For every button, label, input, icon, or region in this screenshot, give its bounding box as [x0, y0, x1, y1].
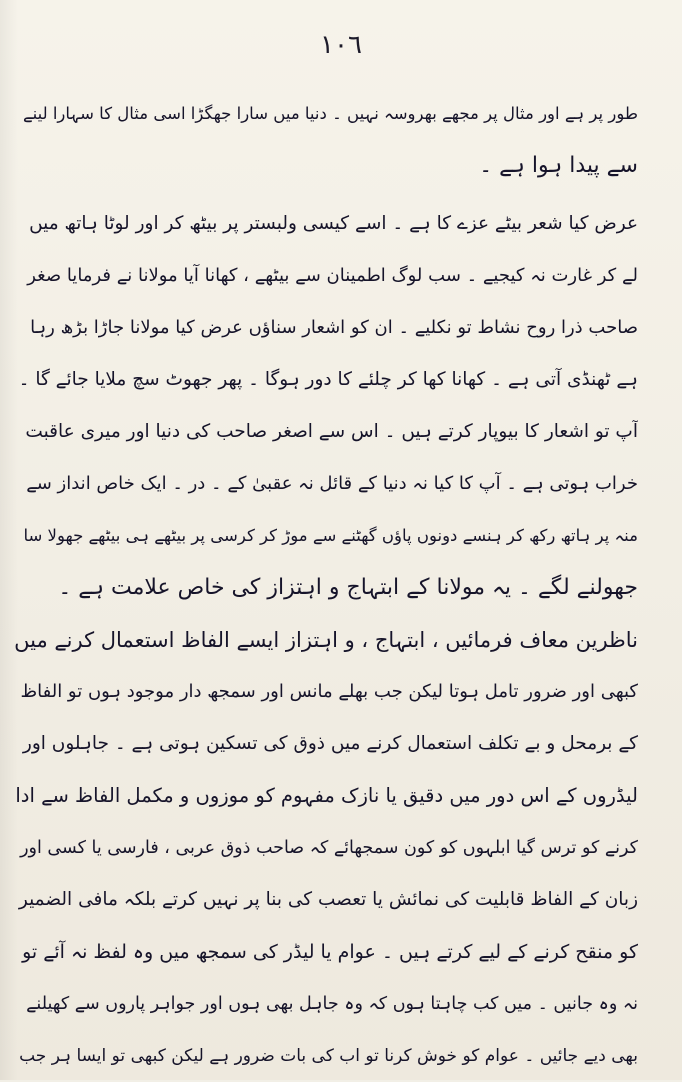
text-line: نہ وہ جانیں ۔ میں کب چاہتا ہوں کہ وہ جاہل بھی ہوں اور جواہر پاروں سے کھیلنے — [26, 994, 638, 1014]
text-line: ناظرین معاف فرمائیں ، ابتہاج ، و اہتزاز ایسے الفاظ استعمال کرنے میں — [14, 628, 638, 652]
text-line: جھولنے لگے ۔ یہ مولانا کے ابتہاج و اہتزاز کی خاص علامت ہے ۔ — [58, 575, 638, 600]
text-line: صاحب ذرا روح نشاط تو نکلیے ۔ ان کو اشعار سناؤں عرض کیا مولانا جاڑا بڑھ رہا — [30, 317, 638, 338]
text-line: خراب ہوتی ہے ۔ آپ کا کیا نہ دنیا کے قائل نہ عقبیٰ کے ۔ در ۔ ایک خاص انداز سے — [26, 473, 638, 494]
text-line: لے کر غارت نہ کیجیے ۔ سب لوگ اطمینان سے بیٹھے ، کھانا آیا مولانا نے فرمایا صغر — [27, 265, 638, 286]
text-line: طور پر ہے اور مثال پر مجھے بھروسہ نہیں ۔ دنیا میں سارا جھگڑا اسی مثال کا سہارا لینے — [22, 104, 638, 123]
text-line: ہے ٹھنڈی آتی ہے ۔ کھانا کھا کر چلئے کا دور ہوگا ۔ پھر جھوٹ سچ ملایا جائے گا ۔ — [18, 369, 638, 390]
page-body-text — [14, 88, 638, 1082]
text-line: کرنے کو ترس گیا ابلہوں کو کون سمجھائے کہ صاحب ذوق عربی ، فارسی یا کسی اور — [20, 838, 638, 858]
text-line: زبان کے الفاظ قابلیت کی نمائش یا تعصب کی بنا پر نہیں کرتے بلکہ مافی الضمیر — [18, 889, 638, 910]
page-number: ١٠٦ — [320, 30, 362, 60]
text-line: کے برمحل و بے تکلف استعمال کرنے میں ذوق کی تسکین ہوتی ہے ۔ جاہلوں اور — [22, 733, 638, 754]
text-line: کبھی اور ضرور تامل ہوتا لیکن جب بھلے مانس اور سمجھ دار موجود ہوں تو الفاظ — [20, 681, 638, 702]
text-line: منہ پر ہاتھ رکھ کر ہنسے دونوں پاؤں گھٹنے سے موڑ کر کرسی پر بیٹھے ہی بیٹھے جھولا سا — [23, 526, 638, 545]
text-line: بھی دیے جائیں ۔ عوام کو خوش کرنا تو اب کی بات ضرور ہے لیکن کبھی تو ایسا ہر جب — [19, 1046, 638, 1066]
text-line: آپ تو اشعار کا بیوپار کرتے ہیں ۔ اس سے اصغر صاحب کی دنیا اور میری عاقبت — [25, 421, 638, 442]
text-line: عرض کیا شعر بیٹے عزے کا ہے ۔ اسے کیسی ولبستر پر بیٹھ کر اور لوٹا ہاتھ میں — [29, 213, 638, 234]
text-line: کو منقح کرنے کے لیے کرتے ہیں ۔ عوام یا لیڈر کی سمجھ میں وہ لفظ نہ آئے تو — [22, 941, 638, 963]
text-line: سے پیدا ہوا ہے ۔ — [479, 153, 638, 178]
text-line: لیڈروں کے اس دور میں دقیق یا نازک مفہوم کو موزوں و مکمل الفاظ سے ادا — [15, 784, 638, 807]
